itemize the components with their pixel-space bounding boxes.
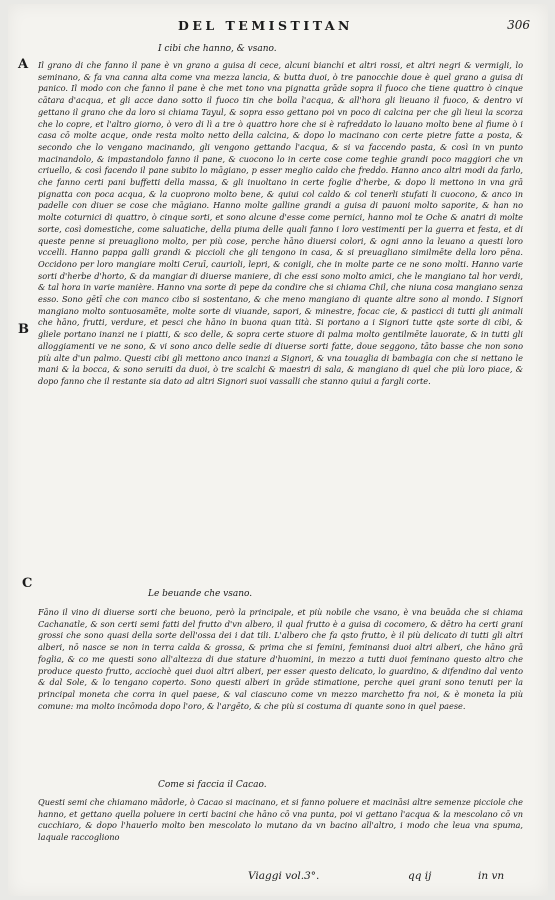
section-heading-drinks: Le beuande che vsano. [148, 589, 253, 599]
section-heading-food: I cibi che hanno, & vsano. [158, 44, 277, 54]
signature-mark: qq ij [408, 870, 432, 882]
section-heading-cacao: Come si faccia il Cacao. [158, 780, 267, 790]
margin-letter-c: C [22, 576, 33, 591]
book-page [8, 4, 548, 896]
section-text-food: Il grano di che fanno il pane è vn grano a guisa di cece, alcuni bianchi et altri rossi, et altri negri & vermigli, lo seminano, & fa vna canna alta come vna mezza lancia, & butta duoi, ò tre panocchie doue è quel grano a guisa di panico. Il modo con che fanno il pane è che met tono vna pignatta grāde sopra il fuoco che tiene quattro ò cinque cātara d'acqua, et gli acce dano sotto il fuoco tin che bolla l'acqua, & all'hora gli lieuano il fuoco, & dentro vi gettano il grano che da loro si chiama Tayul, & sopra esso gettano poi vn poco di calcina per che gli lieui la scorza che lo copre, et l'altro giorno, ò vero di lì a tre ò quattro hore che si è rafreddato lo lauano molto bene al fiume ò i casa cō molte acque, onde resta molto netto della calcina, & dopo lo macinano con certe pietre fatte a posta, & secondo che lo vengano macinando, gli vengono gettando l'acqua, & si va faccendo pasta, & così in vn punto macinandolo, & impastandolo fanno il pane, & cuocono lo in certe cose come teghie grandi poco maggiori che vn criuello, & così facendo il pane subito lo māgiano, p esser meglio caldo che freddo. Hanno anco altri modi da farlo, che fanno certi pani buffetti della massa, & gli inuoltano in certe foglie d'herbe, & dopo li mettono in vna grā pignatta con poca acqua, & la cuoprono molto bene, & quiui col caldo & col tenerli stufati li cuocono, & anco in padelle con diuer se cose che māgiano. Hanno molte galline grandi a guisa di pauoni molto saporite, & han no molte coturnici di quattro, ò cinque sorti, et sono alcune d'esse come pernici, hanno mol te Oche & anatri di molte sorte, così domestiche, come saluatiche, della piuma delle quali fanno i loro vestimenti per la guerra et festa, et di queste penne si preuagliono molto, per più cose, perche hāno diuersi colori, & ogni anno la leuano a questi loro vccelli. Hanno pappa galli grandi & piccioli che gli tengono in casa, & si preuagliano similmēte della loro pēna. Occidono per loro mangiare molti Ceruī, caurioli, lepri, & conigli, che in molte parte ce ne sono molti. Hanno varie sorti d'herbe d'horto, & da mangiar di diuerse maniere, di che essi sono molto amici, che le mangiano tal hor verdi, & tal hora in varie manière. Hanno vna sorte di pepe da condire che si chiama Chil, che niuna cosa mangiano senza esso. Sono gētī che con manco cibo si sostentano, & che meno mangiano di quante altre sono al mondo. I Signori mangiano molto sontuosamēte, molte sorte di viuande, sapori, & minestre, focac cie, & pasticci di tutti gli animali che hāno, frutti, verdure, et pesci che hāno in buona quan tità. Si portano a i Signori tutte qste sorte di cibi, & gliele portano inanzi ne i piatti, & sco delle, & sopra certe stuore di palma molto gentilmēte lauorate, & in tutti gli alloggiamenti ve ne sono, & vi sono anco delle sedie di diuerse sorti fatte, doue seggono, tāto basse che non sono più alte d'un palmo. Questi cibi gli mettono anco inanzi a Signori, & vna touaglia di bambagia con che si nettano le mani & la bocca, & sono seruiti da duoi, ò tre scalchi & maestri di sala, & mangiano di quel che più loro piace, & dopo fanno che il restante sia dato ad altri Signori suoi vassalli che stanno quiui a fargli corte. [38, 60, 523, 386]
section-text-drinks: Fāno il vino di diuerse sorti che beuono, però la principale, et più nobile che vsano, è vna beuāda che si chiama Cachanatle, & son certi semi fatti del frutto d'vn albero, il qual frutto è a guisa di cocomero, & dētro ha certi grani grossi che sono quasi della sorte dell'ossa dei i dat tili. L'albero che fa qsto frutto, è il più delicato di tutti gli altri alberi, nō nasce se non in terra calda & grossa, & prima che si femini, feminansi duoi altri alberi, che hāno grā foglia, & co me questi sono all'altezza di due stature d'huomini, in mezzo a tutti duoi feminano questo altro che produce questo frutto, acciochè quei duoi altri alberi, per esser questo delicato, lo guardino, & difendino dal vento & dal Sole, & lo tengano coperto. Sono questi alberi in grāde stimatione, perche quei grani sono tenuti per la principal moneta che corra in quel paese, & val ciascuno come vn mezzo marchetto fra noi, & è moneta la più comune: ma molto incōmoda dopo l'oro, & l'argēto, & che più si costuma di quante sono in quel paese. [38, 607, 523, 711]
volume-catchword: Viaggi vol.3°. [248, 870, 320, 882]
section-text-cacao: Questi semi che chiamano mādorle, ò Cacao si macinano, et si fanno poluere et macināsi altre semenze picciole che hanno, et gettano quella poluere in certi bacini che hāno cō vna punta, poi vi gettano l'acqua & la mescolano cō vn cucchiaro, & dopo l'hauerlo molto ben mescolato lo mutano da vn bacino all'altro, i modo che leua vna spuma, laquale raccogliono [38, 797, 523, 843]
catchword: in vn [478, 870, 505, 882]
page-footer [8, 870, 548, 886]
margin-letter-a: A [18, 57, 29, 72]
running-head: DEL TEMISTITAN [178, 18, 353, 33]
page-header [28, 18, 530, 34]
margin-letter-b: B [18, 322, 29, 337]
page-number: 306 [507, 18, 530, 32]
